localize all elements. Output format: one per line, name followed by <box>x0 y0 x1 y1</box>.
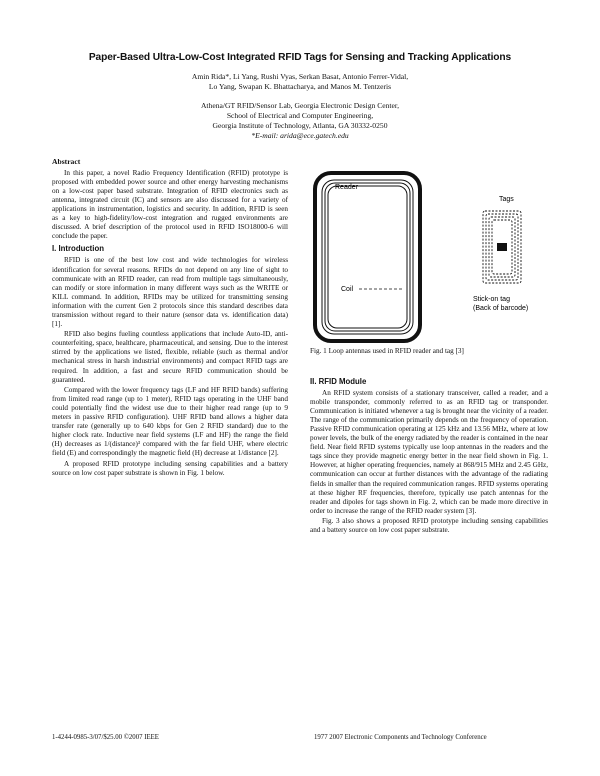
rfid-module-paragraph-1: An RFID system consists of a stationary transceiver, called a reader, and a mobile transponder, commonly referred to as an RFID tag or transponder. Communication is initiated whenever a tag is brought near the vicinity of a reader. The range of the communication primarily depends on the frequency of operation. Passive RFID communication operating at 125 kHz and 13.56 MHz, where at low power levels, the bulk of the energy radiated by the reader is contained in the near field. Near field RFID systems typically use loop antennas in the readers and the tags since they provide magnetic energy better in the near field shown in Fig. 1. However, at higher operating frequencies, namely at 868/915 MHz and 2.45 GHz, communication can occur at further distances with the advantage of the radiating fields in smaller than the required communication ranges. RFID systems operating at these higher RF frequencies, therefore, typically use patch antennas for the reader and dipoles for tags shown in Fig. 2, which can be made more directive in order to increase the range of the RFID reader system [3]. <box>310 389 548 515</box>
affiliation-line-3: Georgia Institute of Technology, Atlanta, GA 30332-0250 <box>212 121 388 130</box>
affiliation-line-1: Athena/GT RFID/Sensor Lab, Georgia Electronic Design Center, <box>200 101 400 110</box>
right-column <box>310 374 548 537</box>
stick-on-tag-label: Stick-on tag <box>473 296 510 303</box>
footer-conference: 1977 2007 Electronic Components and Technology Conference <box>314 734 487 741</box>
rfid-module-paragraph-2: Fig. 3 also shows a proposed RFID prototype including sensing capabilities and a battery source on low cost paper substrate. <box>310 517 548 535</box>
figure-1-caption: Fig. 1 Loop antennas used in RFID reader and tag [3] <box>310 347 464 355</box>
intro-paragraph-3: Compared with the lower frequency tags (LF and HF RFID bands) suffering from limited read range (up to 1 meter), RFID tags operating in the UHF band could potentially find the widest use due to their higher read range (up to 9 meters in passive RFID configuration). UHF RFID band allows a higher data transfer rate (generally up to 640 kbps for Gen 2 RFID standard) due to the higher clock rate. Inductive near field systems (LF and HF) the range the field (H) decreases as 1/(distance)³ compared with the far field UHF, where electric field (E) and correspondingly the magnetic field (H) decrease at 1/distance [2]. <box>52 386 288 458</box>
abstract-heading: Abstract <box>52 157 81 166</box>
figure-1 <box>305 165 550 345</box>
coil-turn-3 <box>328 186 407 328</box>
footer-copyright: 1-4244-0985-3/07/$25.00 ©2007 IEEE <box>52 734 159 741</box>
intro-paragraph-4: A proposed RFID prototype including sensing capabilities and a battery source on low cost paper substrate is shown in Fig. 1 below. <box>52 460 288 478</box>
affiliation-line-2: School of Electrical and Computer Engineering, <box>226 111 374 120</box>
intro-paragraph-2: RFID also begins fueling countless applications that include Auto-ID, anti-counterfeiting, space, healthcare, pharmaceutical, and sensing. Due to the interest stirred by the applications we listed, flexible, reliable (such as thermal and/or mechanical stress in harsh industrial environments) and compact RFID tags are required. In addition, a fast and secure RFID communication should be guaranteed. <box>52 330 288 384</box>
back-of-barcode-label: (Back of barcode) <box>473 305 529 312</box>
tags-label: Tags <box>499 196 514 203</box>
coil-turn-1 <box>322 180 413 334</box>
author-line-2: Lo Yang, Swapan K. Bhattacharya, and Manos M. Tentzeris <box>208 82 392 91</box>
left-column <box>52 157 288 480</box>
section-1-heading: I. Introduction <box>52 244 104 254</box>
reader-label: Reader <box>335 184 358 191</box>
author-line-1: Amin Rida*, Li Yang, Rushi Vyas, Serkan Basat, Antonio Ferrer-Vidal, <box>191 72 409 81</box>
tag-chip <box>497 243 507 251</box>
section-2-heading: II. RFID Module <box>310 377 367 386</box>
author-email: *E-mail: arida@ece.gatech.edu <box>251 131 349 140</box>
intro-paragraph-1: RFID is one of the best low cost and wide technologies for wireless identification for several reasons. RFIDs do not depend on any line of sight to communicate with an RFID reader, can read from multiple tags simultaneously, can modify or store information in many different ways such as the WRITE or KILL command. In addition, RFIDs may be utilized for transmitting sensing information with the current Gen 2 protocols since this standard describes data transmission without regard to their nature (sensor data vs. identification data) [1]. <box>52 256 288 328</box>
coil-label: Coil <box>341 286 354 293</box>
reader-frame <box>315 173 420 341</box>
paper-title: Paper-Based Ultra-Low-Cost Integrated RFID Tags for Sensing and Tracking Applications <box>88 52 512 63</box>
coil-turn-2 <box>325 183 410 331</box>
abstract-text: In this paper, a novel Radio Frequency Identification (RFID) prototype is proposed with embedded power source and other energy harvesting mechanisms on a low-cost paper based substrate. Integration of RFID electronics such as antenna, integrated circuit (IC) and sensors are also discussed for a variety of applications in instrumentation, logistics and security. In addition, RFID is seen as a key to high-fidelity/low-cost integration and rugged environments are discussed. A brief description of the protocol used in RFID ISO18000-6 will conclude the paper. <box>52 169 288 241</box>
